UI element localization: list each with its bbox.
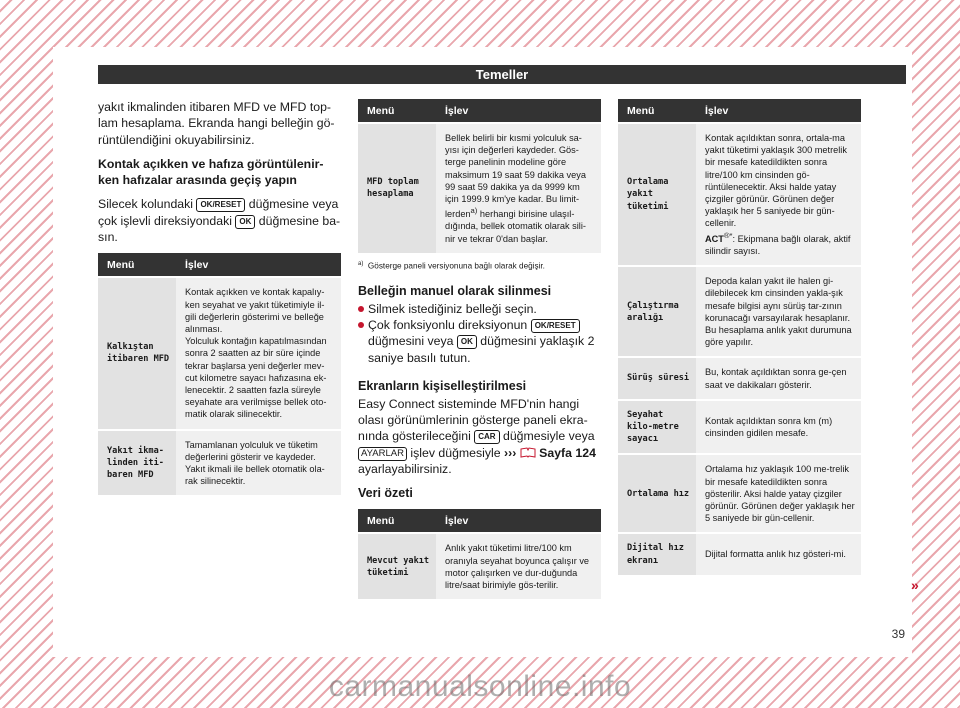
car-key-icon: CAR — [474, 430, 499, 444]
book-icon — [520, 446, 536, 457]
menu-cell: Ortalama hız — [618, 454, 696, 533]
menu-cell: Çalıştırma aralığı — [618, 266, 696, 357]
intro-text: yakıt ikmalinden itibaren MFD ve MFD top-lam hesaplama. Ekranda hangi belleğin gö-rüntülendiğini okuyabilirsiniz. — [98, 100, 335, 147]
function-cell: Bellek belirli bir kısmi yolculuk sa-yısı için değerleri kaydeder. Gös-terge panelinin modeline göre maksimum 19 saat 59 dakika veya 99 saat 59 dakika ya da 9999 km için 1999.9 km'ye kadar. Bu limit-lerden$^{a)}$ herhangi birisine ulaşıl-dığında, bellek otomatik olarak sili-nir ve tekrar 0'dan başlar. — [436, 123, 601, 253]
list-item: Çok fonksiyonlu direksiyonun OK/RESET düğmesini veya OK düğmesini yaklaşık 2 saniye basılı tutun. — [358, 317, 601, 366]
page-reference-link[interactable]: Sayfa 124 — [539, 445, 596, 460]
table-row — [618, 123, 861, 266]
menu-cell: Sürüş süresi — [618, 357, 696, 399]
function-cell: Ortalama hız yaklaşık 100 me-trelik bir mesafe katedildikten sonra gösterilir. Aksi halde yatay çizgiler görünür. Görünen değer yaklaşık her 5 saniyede bir gün-cellenir. — [696, 454, 861, 533]
manual-page — [53, 47, 919, 657]
ok-reset-key-icon: OK/RESET — [196, 198, 245, 212]
function-cell: Kontak açıldıktan sonra, ortala-ma yakıt tüketimi yaklaşık 300 metrelik bir mesafe katedildikten sonra litre/100 km cinsinden gö-rüntülenecektir. Aksi halde yatay çizgiler görünür. Görünen değer yaklaşık her 5 saniyede bir gün-cellenir. ACT®*: Ekipmana bağlı olarak, aktif silindir sayısı. — [696, 123, 861, 266]
table-row — [618, 266, 861, 357]
ok-key-icon: OK — [457, 335, 477, 349]
column-3 — [618, 99, 861, 575]
menu-cell: MFD toplam hesaplama — [358, 123, 436, 253]
watermark: carmanualsonline.info — [328, 670, 632, 703]
menu-cell: Kalkıştan itibaren MFD — [98, 277, 176, 429]
cross-reference-arrows: ››› — [504, 445, 517, 460]
data-summary-heading: Veri özeti — [358, 486, 413, 501]
col-header-menu: Menü — [358, 99, 436, 123]
ok-key-icon: OK — [235, 215, 255, 229]
customize-heading: Ekranların kişiselleştirilmesi — [358, 378, 527, 393]
table-row — [618, 357, 861, 399]
col-header-function: İşlev — [436, 509, 601, 533]
function-cell: Kontak açıkken ve kontak kapalıy-ken seyahat ve yakıt tüketimiyle il-gili değerlerin gösterimi ve belleğe alınması. Yolculuk kontağın kapatılmasından sonra 2 saatten az bir süre içinde tekrar başlarsa yeni değerler mev-cut kilometre sayacı hafızasına ek-lenecektir. 2 saatten fazla süreyle seyahate ara verilmişse bellek oto-matik olarak silinecektir. — [176, 277, 341, 429]
menu-cell: Yakıt ikma-linden iti-baren MFD — [98, 430, 176, 496]
table-row — [618, 533, 861, 574]
col-header-function: İşlev — [176, 253, 341, 277]
display-data-table — [618, 99, 861, 575]
col-header-menu: Menü — [358, 509, 436, 533]
function-cell: Depoda kalan yakıt ile halen gi-dilebilecek km cinsinden yakla-şık mesafe bilgisi aynı sürüş tar-zının korunacağı varsayılarak hesaplanır. Bu hesaplama anlık yakıt durumuna göre yapılır. — [696, 266, 861, 357]
col-header-function: İşlev — [696, 99, 861, 123]
footnote: $^{a)}$ Gösterge paneli versiyonuna bağlı olarak değişir. — [358, 260, 545, 271]
bullet-icon — [358, 306, 364, 312]
function-cell: Dijital formatta anlık hız gösteri-mi. — [696, 533, 861, 574]
col-header-menu: Menü — [618, 99, 696, 123]
memory-table — [98, 253, 341, 495]
total-memory-table — [358, 99, 601, 253]
table-row — [358, 123, 601, 253]
bullet-icon — [358, 322, 364, 328]
function-cell: Anlık yakıt tüketimi litre/100 km oranıyla seyahat boyunca çalışır ve motor çalışırken ve dur-duğunda litre/saat birimiyle gös-terilir. — [436, 533, 601, 599]
ok-reset-key-icon: OK/RESET — [531, 319, 580, 333]
table-row — [618, 454, 861, 533]
continue-arrow-icon: » — [911, 577, 919, 593]
function-cell: Tamamlanan yolculuk ve tüketim değerlerini gösterir ve kaydeder. Yakıt ikmali ile bellek otomatik ola-rak silinecektir. — [176, 430, 341, 496]
menu-cell: Dijital hız ekranı — [618, 533, 696, 574]
table-row — [358, 533, 601, 599]
column-2 — [358, 99, 601, 599]
manual-delete-heading: Belleğin manuel olarak silinmesi — [358, 283, 552, 298]
column-1 — [98, 99, 341, 495]
table-row — [98, 430, 341, 496]
summary-table — [358, 509, 601, 599]
section-header: Temeller — [98, 65, 906, 84]
customize-text: Easy Connect sisteminde MFD'nin hangi olası görünümlerinin gösterge paneli ekra-nında gösterileceğini CAR düğmesiyle veya AYARLAR işlev düğmesiyle ››› Sayfa 124 ayarlayabilirsiniz. — [358, 396, 596, 476]
function-cell: Kontak açıldıktan sonra km (m) cinsinden gidilen mesafe. — [696, 400, 861, 455]
switch-memory-heading: Kontak açıkken ve hafıza görüntülenir-ken hafızalar arasında geçiş yapın — [98, 156, 324, 188]
col-header-menu: Menü — [98, 253, 176, 277]
col-header-function: İşlev — [436, 99, 601, 123]
list-item: Silmek istediğiniz belleği seçin. — [358, 301, 601, 317]
menu-cell: Mevcut yakıt tüketimi — [358, 533, 436, 599]
switch-memory-text: Silecek kolundaki OK/RESET düğmesine veya çok işlevli direksiyondaki OK düğmesine ba-sın. — [98, 197, 341, 245]
page-number: 39 — [891, 627, 905, 641]
function-cell: Bu, kontak açıldıktan sonra ge-çen saat ve dakikaları gösterir. — [696, 357, 861, 399]
menu-cell: Ortalama yakıt tüketimi — [618, 123, 696, 266]
menu-cell: Seyahat kilo-metre sayacı — [618, 400, 696, 455]
table-row — [618, 400, 861, 455]
ayarlar-key-icon: AYARLAR — [358, 447, 407, 461]
table-row — [98, 277, 341, 429]
delete-steps — [358, 301, 601, 366]
